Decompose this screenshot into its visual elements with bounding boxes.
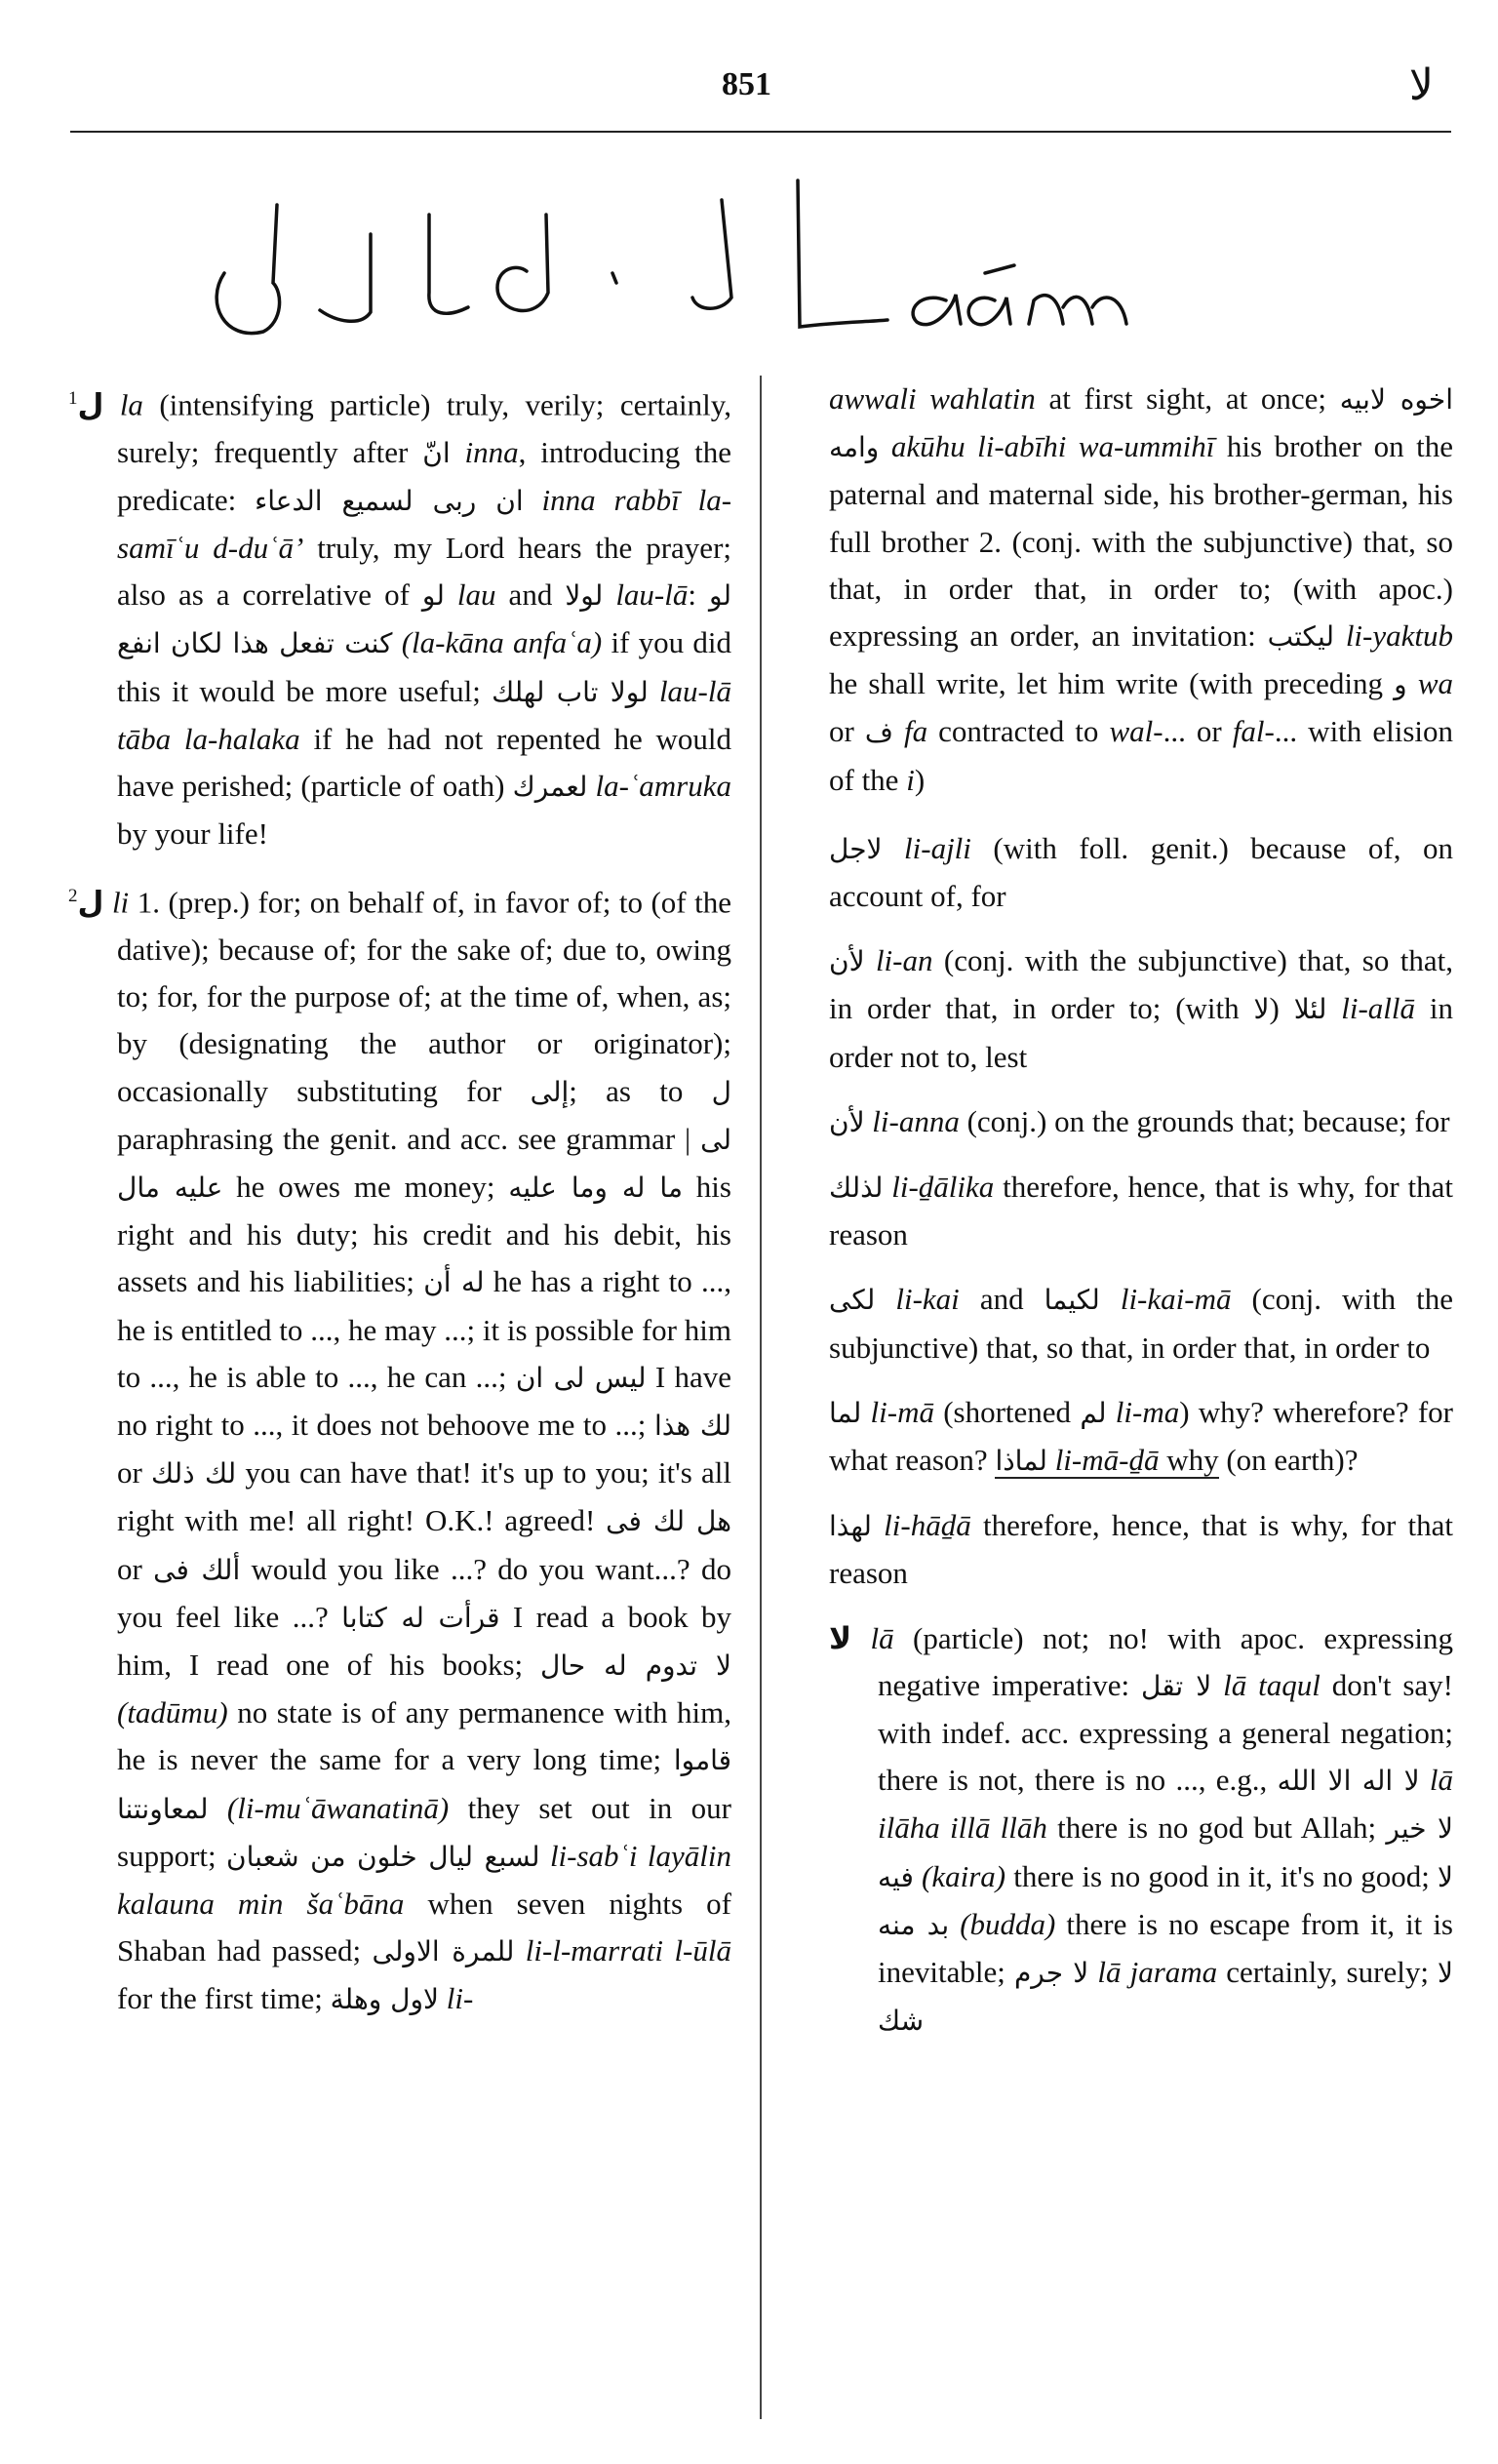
arabic-example: لعمرك: [512, 770, 588, 803]
arabic-example: لكيما: [1044, 1284, 1100, 1317]
arabic-example-underlined: لماذا: [995, 1445, 1047, 1478]
transliteration: li-l-marrati l-ūlā: [525, 1933, 731, 1968]
definition-text: at first sight, at once;: [1035, 381, 1340, 416]
definition-text: (intensifying particle) truly, verily; certainly, surely; frequently after: [117, 387, 731, 469]
definition-text: there is no god but Allah;: [1046, 1810, 1387, 1846]
transliteration: li-yaktub: [1345, 618, 1453, 654]
definition-text: or: [117, 1455, 152, 1490]
arabic-example: لا اله الا الله: [1277, 1765, 1420, 1798]
definition-text: therefore, hence, that is why, for that reason: [829, 1508, 1453, 1591]
headword-transliteration: la: [119, 387, 143, 422]
subentry-transliteration: li-ḏālika: [891, 1170, 995, 1205]
headword-transliteration: li: [111, 885, 130, 920]
transliteration: i: [906, 762, 915, 797]
definition-text: if he had not repented he would have perished; (particle of oath): [117, 721, 732, 803]
definition-text: , introducing the predicate:: [117, 434, 731, 517]
transliteration: inna rabbī la-samīʿu d-duʿā’: [117, 482, 732, 565]
arabic-example: لو كنت تفعل هذا لكان انفع: [117, 579, 731, 660]
transliteration: lau-lā tāba la-halaka: [117, 673, 731, 756]
handwritten-letter-forms: [205, 176, 1161, 361]
arabic-example: ل: [711, 1075, 731, 1108]
subentry-transliteration: li-hāḏā: [884, 1508, 971, 1543]
definition-text: ; as to: [569, 1073, 712, 1108]
arabic-example: لك هذا: [653, 1409, 731, 1442]
headword-transliteration: lā: [870, 1620, 894, 1655]
definition-text: in order not to, lest: [829, 991, 1454, 1074]
arabic-example: لئلا: [1293, 993, 1327, 1026]
definition-text: ... with elision of the: [829, 714, 1454, 797]
subentry-transliteration: li-mā: [870, 1394, 934, 1429]
subentry-arabic: لهذا: [829, 1510, 872, 1543]
arabic-example: ما له وما عليه: [508, 1171, 683, 1204]
arabic-example: للمرة الاولى: [372, 1935, 515, 1968]
definition-text: I have no right to ..., it does not behoove me to ...;: [117, 1359, 731, 1442]
transliteration: li-kai-mā: [1120, 1282, 1232, 1317]
arabic-example: ألك فى: [153, 1553, 241, 1586]
subentry-arabic: لاجل: [829, 832, 883, 865]
arabic-example: لى عليه مال: [117, 1123, 731, 1204]
subentry-li-ma: [829, 1389, 1453, 1485]
definition-text: ): [1269, 991, 1294, 1026]
arabic-example: لاول وهلة: [330, 1983, 439, 2016]
arabic-example: و: [1394, 668, 1407, 701]
arabic-example: لا بد منه: [878, 1860, 1453, 1941]
homograph-number: 2: [68, 886, 78, 907]
subentry-li-dalika: [829, 1164, 1453, 1258]
transliteration: la-ʿamruka: [595, 768, 731, 803]
definition-text: he has a right to ..., he is entitled to ..., he may ...; it is possible for him to ..., he is able to ..., he can ...;: [117, 1264, 731, 1394]
arabic-example: لو: [421, 579, 445, 613]
subentry-arabic: لأن: [829, 1105, 865, 1138]
arabic-example: لا: [1253, 993, 1270, 1026]
arabic-example: قاموا لمعاونتنا: [117, 1744, 731, 1825]
arabic-example: إلى: [530, 1075, 570, 1108]
subentry-arabic: لذلك: [829, 1172, 884, 1205]
definition-text: you can have that! it's up to you; it's all right with me! all right! O.K.! agreed!: [117, 1455, 731, 1538]
subentry-arabic: لأن: [829, 945, 865, 978]
transliteration: wa: [1417, 666, 1454, 701]
definition-text: I read a book by him, I read one of his books;: [117, 1599, 732, 1682]
definition-text: and: [495, 577, 566, 613]
definition-text: paraphrasing the genit. and acc. see grammar |: [117, 1121, 701, 1156]
arabic-example: اخوه لابيه وامه: [829, 383, 1453, 464]
headword-arabic: لا: [829, 1620, 852, 1656]
arabic-example: لك ذلك: [151, 1457, 237, 1490]
definition-text: contracted to: [927, 714, 1110, 749]
arabic-example: لولا تاب لهلك: [492, 675, 649, 708]
definition-text: ): [914, 762, 926, 797]
arabic-example: لا تدوم له حال: [539, 1649, 732, 1682]
transliteration: wal-: [1109, 714, 1163, 749]
definition-text: or: [117, 1551, 154, 1586]
definition-text: he owes me money;: [222, 1169, 509, 1204]
transliteration: li-ma: [1115, 1394, 1180, 1429]
page-number: 851: [722, 66, 771, 102]
arabic-example: لم: [1080, 1396, 1107, 1429]
definition-text: by your life!: [117, 816, 268, 852]
definition-text: (conj. with the subjunctive) that, so that, in order that, in order to: [829, 1282, 1453, 1365]
subentry-li-anna: [829, 1098, 1453, 1146]
definition-text: (conj. with the subjunctive) that, so that, in order that, in order to; (with: [829, 943, 1453, 1026]
definition-text: when seven nights of Shaban had passed;: [117, 1886, 731, 1968]
transliteration: lā ilāha illā llāh: [878, 1763, 1453, 1846]
definition-text: truly, my Lord hears the prayer; also as a correlative of: [117, 530, 731, 613]
transliteration: fa: [903, 714, 928, 749]
definition-text: his right and his duty; his credit and his debit, his assets and his liabilities;: [117, 1169, 731, 1299]
page-header: [0, 0, 1498, 137]
subentry-transliteration: li-ajli: [904, 830, 971, 865]
definition-text: certainly, surely;: [1217, 1955, 1439, 1990]
transliteration: fal-: [1232, 714, 1275, 749]
transliteration: awwali wahlatin: [829, 381, 1036, 416]
subentry-transliteration: li-kai: [895, 1282, 960, 1317]
transliteration: (kaira): [922, 1858, 1006, 1893]
entry-li: [68, 873, 731, 2023]
arabic-example: انّ: [422, 436, 451, 469]
subentry-li-ajli: [829, 825, 1453, 920]
arabic-example: ف: [864, 716, 893, 749]
definition-text: there is no good in it, it's no good;: [1005, 1858, 1439, 1893]
header-rule: [70, 131, 1451, 133]
definition-text: his brother on the paternal and maternal side, his brother-german, his full brother 2. (conj. with the subjunctive) that, so that, in order that, in order to; (with apoc.) expressing an order, an invitation:: [829, 429, 1453, 654]
transliteration: (la-kāna anfaʿa): [401, 625, 603, 660]
definition-text: no state is of any permanence with him, he is never the same for a very long time;: [117, 1695, 731, 1777]
transliteration-underlined: li-mā-ḏā: [1054, 1443, 1160, 1478]
definition-text-underlined: why: [1159, 1443, 1219, 1478]
transliteration: lau: [456, 577, 496, 613]
definition-text: (shortened: [933, 1394, 1081, 1429]
definition-text: there is no escape from it, it is inevitable;: [878, 1906, 1454, 1990]
definition-text: he shall write, let him write (with preceding: [829, 666, 1395, 701]
definition-text: therefore, hence, that is why, for that reason: [829, 1170, 1454, 1252]
arabic-example: لا شك: [878, 1957, 1453, 2038]
headword-arabic: ل: [77, 387, 104, 423]
definition-text: 1. (prep.) for; on behalf of, in favor of; to (of the dative); because of; for the sake of; due to, owing to; for, for the purpose of; at the time of, when, as; by (designating the author or originator); occasionally substituting for: [117, 885, 732, 1108]
transliteration: lā taqul: [1223, 1667, 1321, 1702]
transliteration: lā jarama: [1097, 1955, 1218, 1990]
subentry-transliteration: li-an: [875, 943, 933, 978]
header-arabic-letter: لا: [1408, 60, 1434, 110]
subentry-arabic: لكى: [829, 1284, 876, 1317]
transliteration: (budda): [960, 1906, 1056, 1941]
definition-text: if you did this it would be more useful;: [117, 625, 732, 708]
column-divider: [760, 376, 762, 2419]
transliteration: (li-muʿāwanatinā): [226, 1790, 450, 1825]
right-column: [829, 376, 1453, 2061]
arabic-example: لولا: [565, 579, 604, 613]
subentry-li-kai: [829, 1276, 1453, 1371]
transliteration: inna: [464, 434, 519, 469]
entry-laa: [829, 1615, 1453, 2046]
arabic-example: له أن: [423, 1266, 485, 1299]
definition-text: :: [688, 577, 709, 613]
arabic-example: ان ربى لسميع الدعاء: [255, 484, 524, 517]
transliteration: (tadūmu): [117, 1695, 228, 1730]
definition-text: and: [959, 1282, 1045, 1317]
definition-text: ... or: [1163, 714, 1233, 749]
subentry-li-an: [829, 937, 1453, 1081]
transliteration: li-: [446, 1981, 474, 2016]
transliteration: lau-lā: [615, 577, 689, 613]
definition-text: would you like ...? do you want...? do you feel like ...?: [117, 1551, 731, 1634]
arabic-example: قرأت له كتابا: [341, 1601, 500, 1634]
arabic-example: لا تقل: [1140, 1669, 1212, 1702]
arabic-example: ليكتب: [1267, 620, 1334, 654]
arabic-example: لا خير فيه: [878, 1812, 1453, 1893]
definition-text: (with foll. genit.) because of, on account of, for: [829, 830, 1454, 914]
left-column: [68, 376, 731, 2040]
arabic-example: ليس لى ان: [515, 1361, 647, 1394]
arabic-example: هل لك فى: [606, 1505, 731, 1538]
subentry-transliteration: li-anna: [872, 1103, 960, 1138]
definition-text: ) why? wherefore? for what reason?: [829, 1394, 1454, 1478]
transliteration: li-allā: [1341, 991, 1416, 1026]
subentry-arabic: لما: [829, 1396, 862, 1429]
definition-text: for the first time;: [117, 1981, 331, 2016]
arabic-example: لا جرم: [1013, 1957, 1089, 1990]
entry-la: [68, 376, 731, 857]
definition-text: or: [829, 714, 865, 749]
definition-text: (conj.) on the grounds that; because; for: [959, 1103, 1450, 1138]
arabic-example: لسبع ليال خلون من شعبان: [226, 1840, 540, 1873]
definition-text: (on earth)?: [1218, 1443, 1359, 1478]
homograph-number: 1: [68, 388, 78, 409]
definition-text: don't say! with indef. acc. expressing a general negation; there is not, there is no ..., e.g.,: [878, 1667, 1453, 1798]
subentry-li-hada: [829, 1502, 1453, 1597]
headword-arabic: ل: [77, 885, 104, 921]
transliteration: li-sabʿi layālin kalauna min šaʿbāna: [117, 1838, 732, 1921]
entry-li-continued: [829, 376, 1453, 804]
transliteration: akūhu li-abīhi wa-ummihī: [890, 429, 1215, 464]
definition-text: (particle) not; no! with apoc. expressing negative imperative:: [878, 1620, 1453, 1702]
definition-text: they set out in our support;: [117, 1790, 732, 1873]
